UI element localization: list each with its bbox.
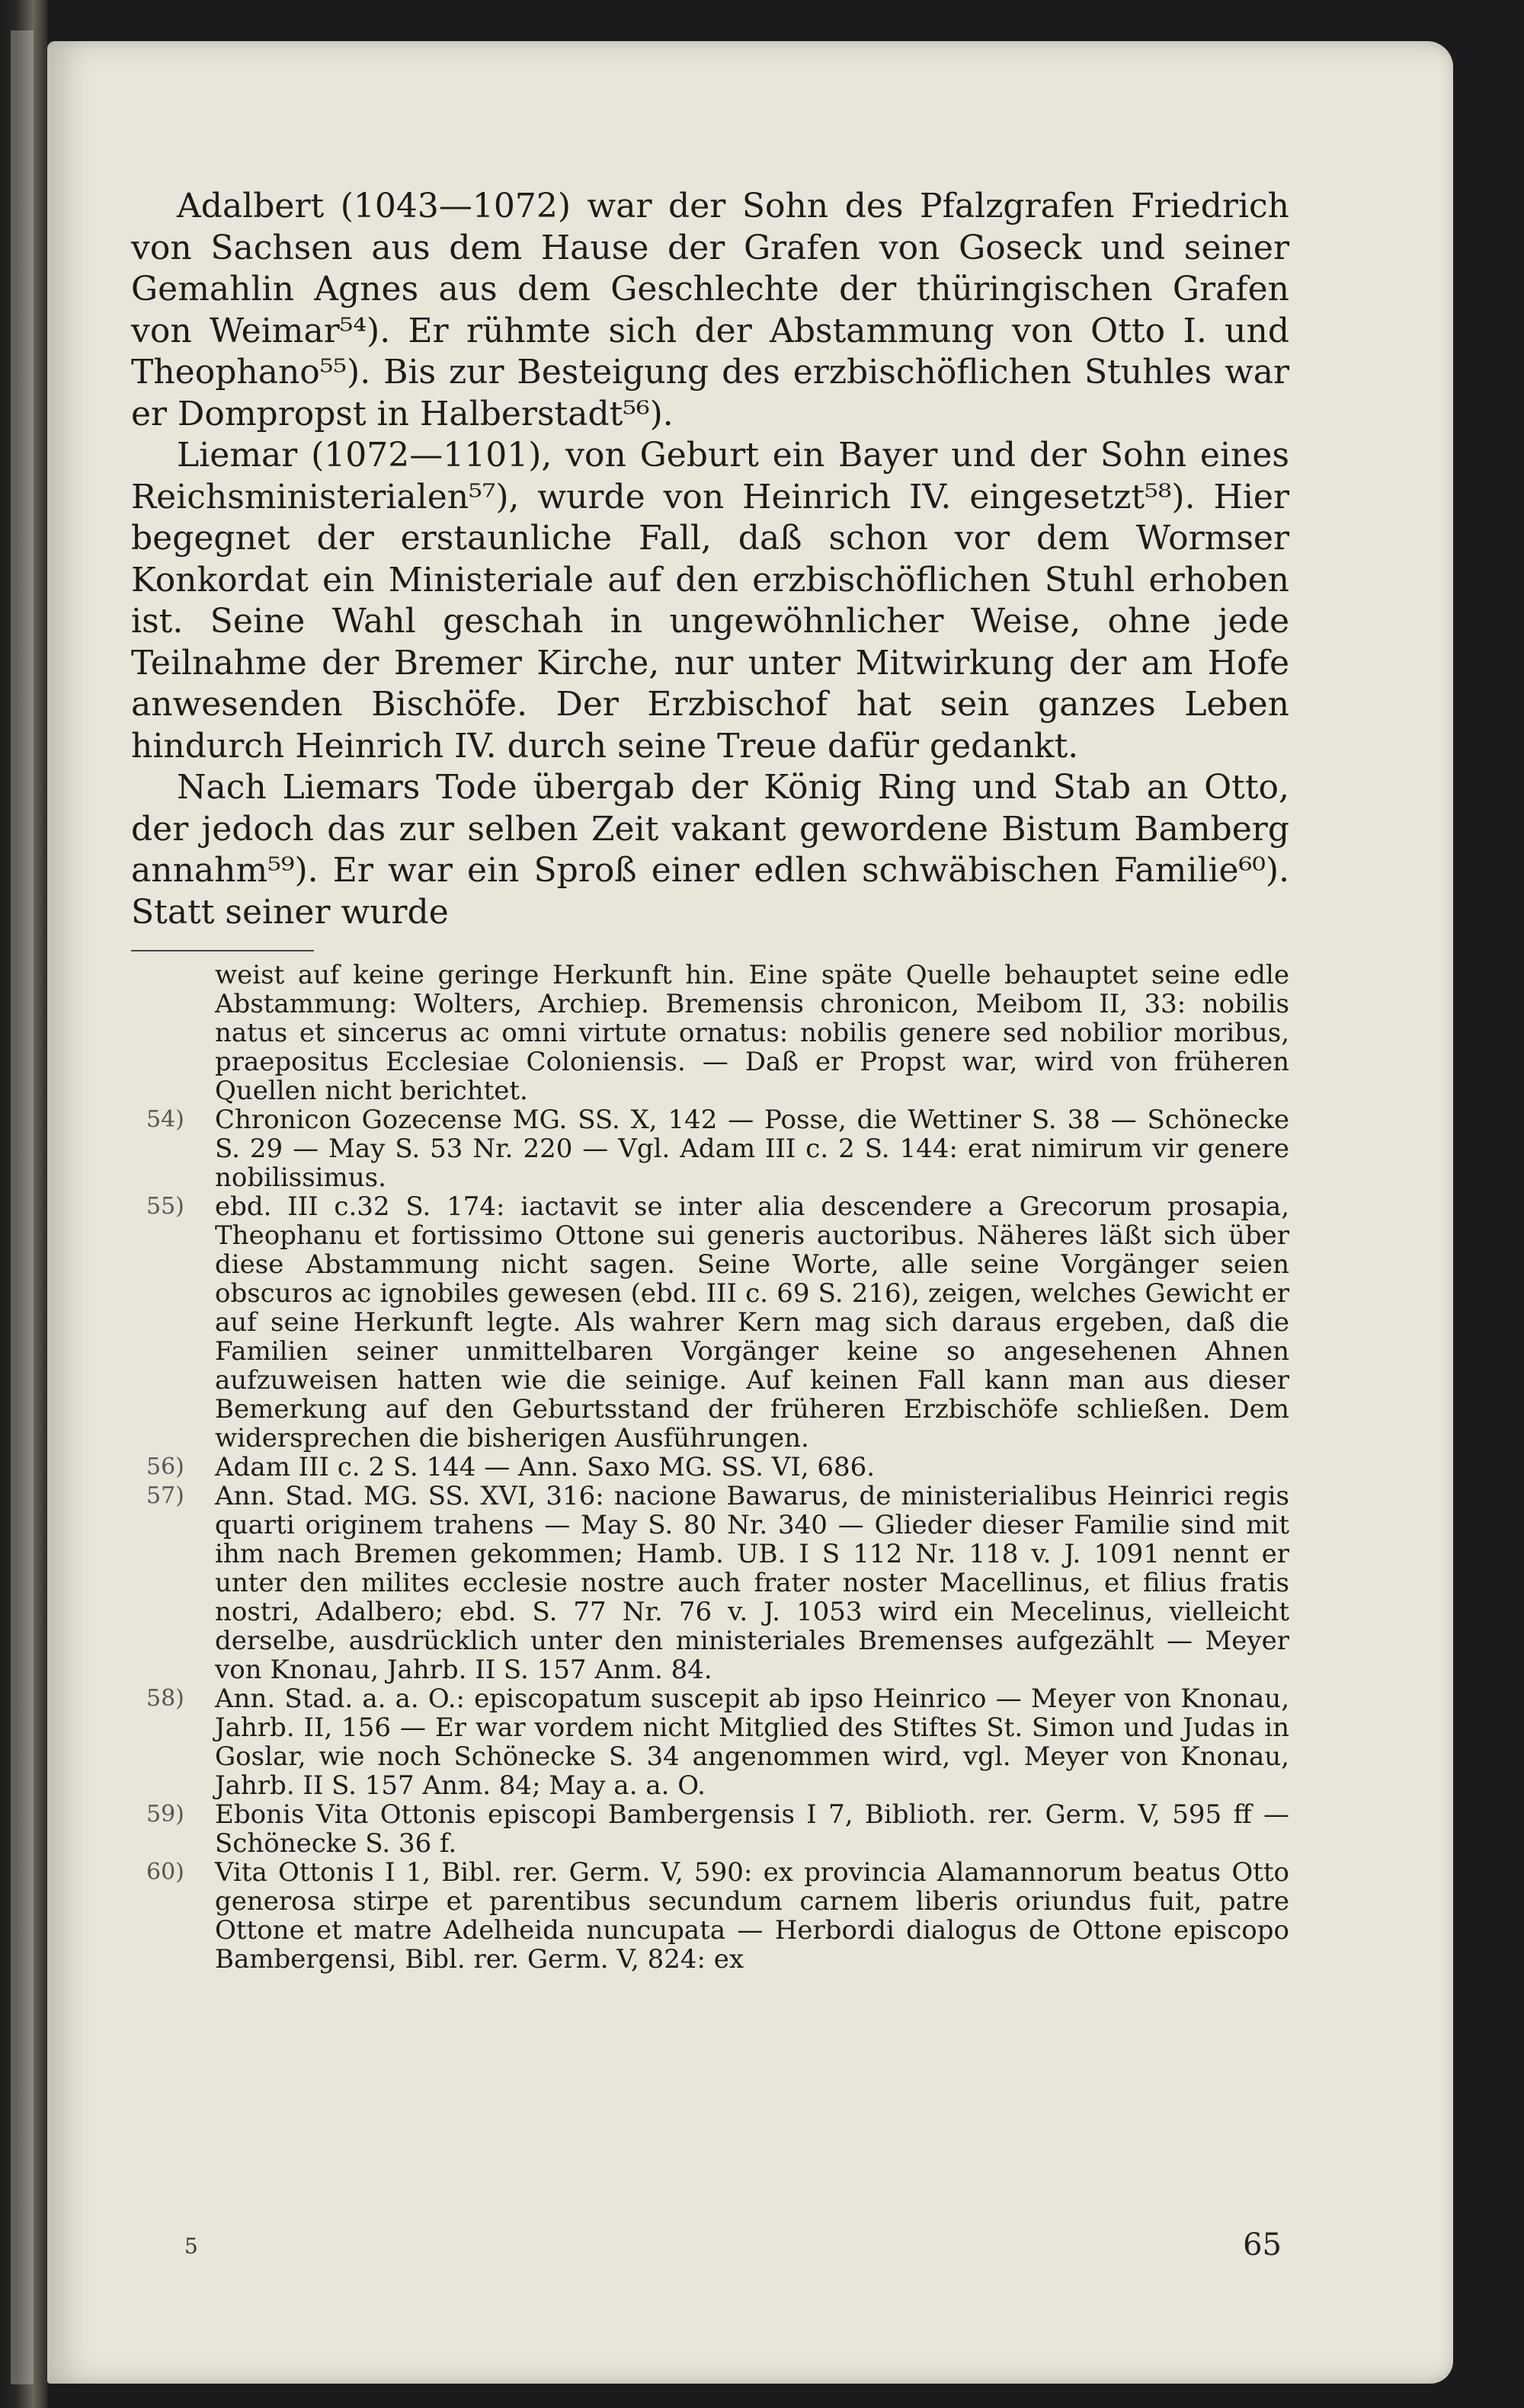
body-paragraph-liemar: Liemar (1072—1101), von Geburt ein Bayer und der Sohn eines Reichsministerialen⁵⁷), wurde von Heinrich IV. eingesetzt⁵⁸). Hier begegnet der erstaunliche Fall, daß schon vor dem Wormser Konkordat ein Ministeriale auf den erzbischöflichen Stuhl erhoben ist. Seine Wahl geschah in ungewöhnlicher Weise, ohne jede Teilnahme der Bremer Kirche, nur unter Mitwirkung der am Hofe anwesenden Bischöfe. Der Erzbischof hat sein ganzes Leben hindurch Heinrich IV. durch seine Treue dafür gedankt. [131, 436, 1289, 766]
footnote-number: 59) [146, 1801, 184, 1828]
footnote-rule [131, 950, 314, 951]
footnote-60 [131, 1858, 1289, 1974]
footnote-text: Vita Ottonis I 1, Bibl. rer. Germ. V, 590: ex provincia Alamannorum beatus Otto generosa stirpe et parentibus secundum carnem liberis oriundus fuit, patre Ottone et matre Adelheida nuncupata — Herbordi dialogus de Ottone episcopo Bambergensi, Bibl. rer. Germ. V, 824: ex [215, 1857, 1289, 1975]
footnote-number: 55) [146, 1193, 184, 1220]
footnote-55 [131, 1192, 1289, 1453]
footnote-continuation: weist auf keine geringe Herkunft hin. Eine späte Quelle behauptet seine edle Abstammung: Wolters, Archiep. Bremensis chronicon, Meibom II, 33: nobilis natus et sincerus ac omni virtute ornatus: nobilis genere sed nobilior moribus, praepositus Ecclesiae Coloniensis. — Daß er Propst war, wird von früheren Quellen nicht berichtet. [215, 960, 1289, 1106]
body-paragraph-adalbert: Adalbert (1043—1072) war der Sohn des Pfalzgrafen Friedrich von Sachsen aus dem Hause der Grafen von Goseck und seiner Gemahlin Agnes aus dem Geschlechte der thüringischen Grafen von Weimar⁵⁴). Er rühmte sich der Abstammung von Otto I. und Theophano⁵⁵). Bis zur Besteigung des erzbischöflichen Stuhles war er Dompropst in Halberstadt⁵⁶). [131, 187, 1289, 433]
footnote-58 [131, 1684, 1289, 1800]
footnote-number: 54) [146, 1106, 184, 1133]
footnote-text: Ebonis Vita Ottonis episcopi Bambergensis I 7, Biblioth. rer. Germ. V, 595 ff — Schönecke S. 36 f. [215, 1799, 1289, 1859]
footnotes [131, 961, 1289, 1974]
footnote-59 [131, 1800, 1289, 1858]
footnote-text: Ann. Stad. a. a. O.: episcopatum suscepit ab ipso Heinrico — Meyer von Knonau, Jahrb. II, 156 — Er war vordem nicht Mitglied des Stiftes St. Simon und Judas in Goslar, wie noch Schönecke S. 34 angenommen wird, vgl. Meyer von Knonau, Jahrb. II S. 157 Anm. 84; May a. a. O. [215, 1684, 1289, 1801]
signature-mark: 5 [184, 2234, 198, 2259]
page-number: 65 [1243, 2227, 1282, 2262]
footnote-56 [131, 1453, 1289, 1482]
body-paragraph-otto: Nach Liemars Tode übergab der König Ring und Stab an Otto, der jedoch das zur selben Zeit vakant gewordene Bistum Bamberg annahm⁵⁹). Er war ein Sproß einer edlen schwäbischen Familie⁶⁰). Statt seiner wurde [131, 768, 1289, 932]
footnote-text: Chronicon Gozecense MG. SS. X, 142 — Posse, die Wettiner S. 38 — Schönecke S. 29 — May S. 53 Nr. 220 — Vgl. Adam III c. 2 S. 144: erat nimirum vir genere nobilissimus. [215, 1105, 1289, 1193]
book-page [47, 41, 1453, 2384]
page-footer [184, 2227, 1282, 2266]
footnote-number: 56) [146, 1453, 184, 1480]
footnote-54 [131, 1105, 1289, 1192]
margin-marks [0, 0, 47, 2408]
footnote-number: 58) [146, 1685, 184, 1712]
page-content [131, 186, 1289, 1974]
footnote-text: ebd. III c.32 S. 174: iactavit se inter alia descendere a Grecorum prosapia, Theophanu et fortissimo Ottone sui generis auctoribus. Näheres läßt sich über diese Abstammung nicht sagen. Seine Worte, alle seine Vorgänger seien obscuros ac ignobiles gewesen (ebd. III c. 69 S. 216), zeigen, welches Gewicht er auf seine Herkunft legte. Als wahrer Kern mag sich daraus ergeben, daß die Familien seiner unmittelbaren Vorgänger keine so angesehenen Ahnen aufzuweisen hatten wie die seinige. Auf keinen Fall kann man aus dieser Bemerkung auf den Geburtsstand der früheren Erzbischöfe schließen. Dem widersprechen die bisherigen Ausführungen. [215, 1191, 1289, 1453]
footnote-number: 57) [146, 1482, 184, 1509]
footnote-number: 60) [146, 1859, 184, 1885]
footnote-text: Ann. Stad. MG. SS. XVI, 316: nacione Bawarus, de ministerialibus Heinrici regis quarti originem trahens — May S. 80 Nr. 340 — Glieder dieser Familie sind mit ihm nach Bremen gekommen; Hamb. UB. I S 112 Nr. 118 v. J. 1091 nennt er unter den milites ecclesie nostre auch frater noster Macellinus, et filius fratis nostri, Adalbero; ebd. S. 77 Nr. 76 v. J. 1053 wird ein Mecelinus, vielleicht derselbe, ausdrücklich unter den ministeriales Bremenses aufgezählt — Meyer von Knonau, Jahrb. II S. 157 Anm. 84. [215, 1481, 1289, 1685]
footnote-57 [131, 1482, 1289, 1684]
footnote-text: Adam III c. 2 S. 144 — Ann. Saxo MG. SS. VI, 686. [215, 1452, 876, 1482]
